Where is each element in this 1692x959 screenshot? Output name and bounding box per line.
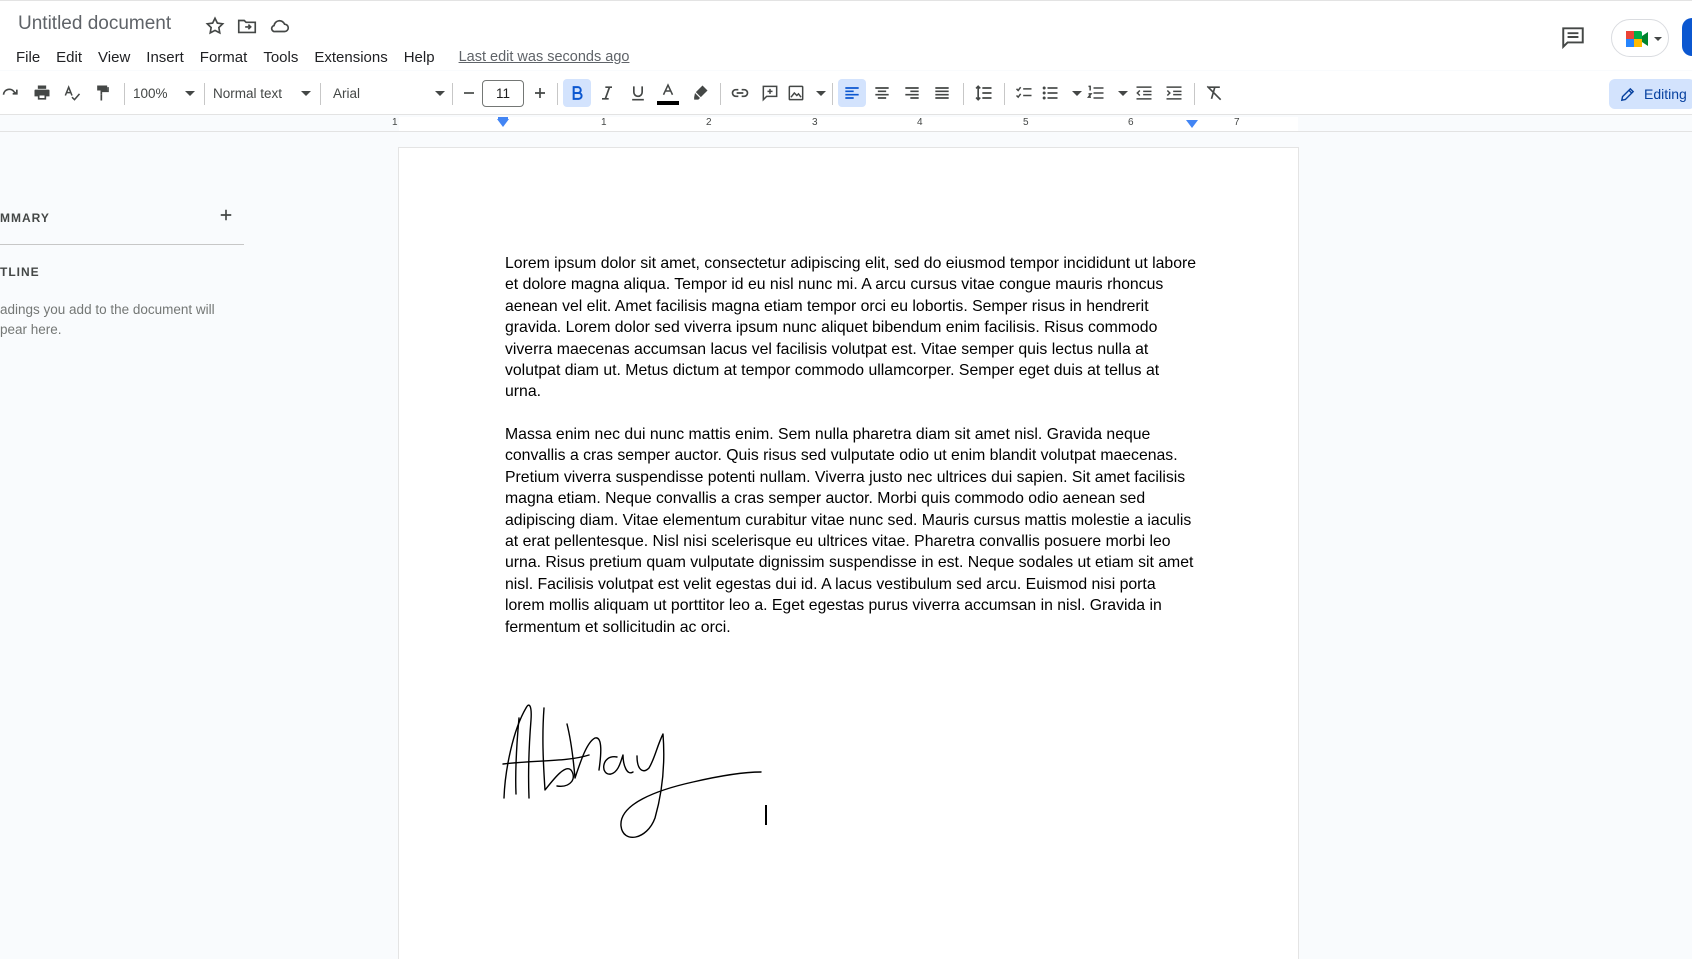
pencil-icon [1619,86,1636,103]
underline-button[interactable] [624,79,652,107]
align-center-button[interactable] [868,79,896,107]
ruler-label: 6 [1128,117,1134,128]
decrease-font-size-button[interactable] [458,79,480,107]
menu-edit[interactable]: Edit [56,48,83,66]
body-paragraph[interactable]: Massa enim nec dui nunc mattis enim. Sem nulla pharetra diam sit amet nisl. Gravida neque convallis a cras semper auctor. Quis risus sed vulputate odio ut enim blandit volutpat maecenas. Pretium viverra suspendisse potenti nullam. Viverra justo nec ultrices dui sapien. Sit amet facilisis magna etiam. Neque convallis a cras semper auctor. Morbi quis commodo odio aenean sed adipiscing diam. Vitae elementum curabitur vitae nunc sed. Mauris cursus mattis molestie a iaculis at erat pellentesque. Nisl nisi scelerisque eu ultrices vitae. Pharetra convallis posuere morbi leo urna. Risus pretium quam vulputate dignissim suspendisse in est. Neque sodales ut etiam sit amet nisl. Facilisis volutpat est velit egestas dui id. A lacus vestibulum sed arcu. Euismod nisi porta lorem mollis aliquam ut porttitor leo a. Eget egestas purus viverra accumsan in nisl. Gravida in fermentum et sollicitudin ac orci. [505,426,1194,636]
increase-indent-button[interactable] [1160,79,1188,107]
highlight-color-button[interactable] [686,79,714,107]
checklist-button[interactable] [1010,79,1038,107]
toolbar-divider [452,83,453,105]
comments-icon[interactable] [1560,24,1586,50]
panel-divider [0,244,244,245]
decrease-indent-icon [1134,83,1154,103]
outline-heading: TLINE [0,265,40,279]
align-left-icon [842,83,862,103]
increase-indent-icon [1164,83,1184,103]
align-center-icon [872,83,892,103]
meet-icon [1612,20,1670,58]
increase-font-size-button[interactable] [529,79,551,107]
decrease-indent-button[interactable] [1130,79,1158,107]
numbered-list-icon [1086,83,1106,103]
menu-view[interactable]: View [98,48,131,66]
toolbar-divider [832,83,833,105]
ruler-label: 7 [1234,117,1240,128]
font-size-value: 11 [495,86,510,101]
ruler-label: 2 [706,117,712,128]
document-page[interactable] [399,148,1298,959]
share-button[interactable] [1682,18,1692,56]
toolbar-divider [1004,83,1005,105]
editing-mode-label: Editing [1644,86,1687,102]
clear-formatting-button[interactable] [1200,79,1228,107]
document-outline-panel [0,0,260,827]
line-spacing-icon [974,83,994,103]
ruler-label: 1 [392,117,398,128]
text-color-button[interactable] [654,79,682,107]
chevron-down-icon [435,91,445,96]
zoom-value: 100% [133,85,168,101]
plus-icon [217,206,235,224]
bulleted-list-icon [1040,83,1060,103]
checklist-icon [1014,83,1034,103]
meet-button[interactable] [1611,19,1669,57]
document-title[interactable]: Untitled document [18,13,172,34]
ruler-label: 3 [812,117,818,128]
add-summary-button[interactable] [217,206,235,224]
menu-format[interactable]: Format [199,48,248,66]
last-edit-link[interactable]: Last edit was seconds ago [458,49,630,65]
bold-icon [567,83,587,103]
align-right-button[interactable] [898,79,926,107]
outline-hint-line: pear here. [0,321,62,337]
outline-hint-line: adings you add to the document will [0,302,215,317]
numbered-list-button[interactable] [1086,79,1128,107]
outline-hint-text [0,300,240,339]
add-comment-icon [760,83,780,103]
chevron-down-icon [1072,91,1082,96]
summary-heading: MMARY [0,211,50,225]
toolbar-divider [720,83,721,105]
ruler-label: 4 [917,117,923,128]
justify-icon [932,83,952,103]
bulleted-list-button[interactable] [1040,79,1082,107]
editing-mode-button[interactable] [1609,79,1692,109]
chevron-down-icon [301,91,311,96]
text-color-swatch [657,101,679,105]
toolbar-divider [557,83,558,105]
menu-tools[interactable]: Tools [263,48,299,66]
body-paragraph[interactable]: Lorem ipsum dolor sit amet, consectetur adipiscing elit, sed do eiusmod tempor incididunt ut labore et dolore magna aliqua. Tempor id eu nisl nunc mi. A arcu cursus vitae congue mauris rhoncus aenean vel elit. Amet facilisis magna etiam tempor orci eu lobortis. Semper risus in hendrerit gravida. Lorem dolor sed viverra ipsum nunc aliquet bibendum enim facilisis. Risus commodo viverra maecenas accumsan lacus vel facilisis volutpat est. Vitae semper quis lectus nulla at volutpat diam ut. Metus dictum at tempor commodo ullamcorper. Semper eget duis at tellus at urna. [505,255,1197,401]
add-comment-button[interactable] [756,79,784,107]
menu-help[interactable]: Help [403,48,435,66]
cloud-saved-icon[interactable] [269,15,291,37]
ruler-label: 5 [1023,117,1029,128]
align-left-button[interactable] [838,79,866,107]
menu-insert[interactable]: Insert [146,48,184,66]
insert-image-button[interactable] [786,79,826,107]
menu-file[interactable]: File [16,48,41,66]
text-color-icon [658,82,678,100]
text-cursor [765,805,767,825]
line-spacing-button[interactable] [970,79,998,107]
chevron-down-icon [1118,91,1128,96]
italic-button[interactable] [593,79,621,107]
insert-link-button[interactable] [726,79,754,107]
image-icon [786,83,806,103]
link-icon [730,83,750,103]
font-size-input[interactable] [482,80,524,107]
handwritten-signature[interactable] [497,660,777,840]
menu-extensions[interactable]: Extensions [314,48,388,66]
italic-icon [597,83,617,103]
clear-formatting-icon [1204,83,1224,103]
ruler-track [392,117,1298,131]
justify-button[interactable] [928,79,956,107]
align-right-icon [902,83,922,103]
left-indent-marker[interactable] [497,119,509,127]
bold-button[interactable] [563,79,591,107]
chevron-down-icon [816,91,826,96]
font-value: Arial [333,85,361,101]
toolbar-divider [1194,83,1195,105]
toolbar-divider [320,83,321,105]
right-indent-marker[interactable] [1186,120,1198,128]
ruler-label: 1 [601,117,607,128]
toolbar-divider [963,83,964,105]
paragraph-style-value: Normal text [213,85,283,101]
highlighter-icon [690,83,710,103]
underline-icon [628,83,648,103]
first-line-indent-marker[interactable] [498,117,508,120]
font-select[interactable] [333,79,445,107]
